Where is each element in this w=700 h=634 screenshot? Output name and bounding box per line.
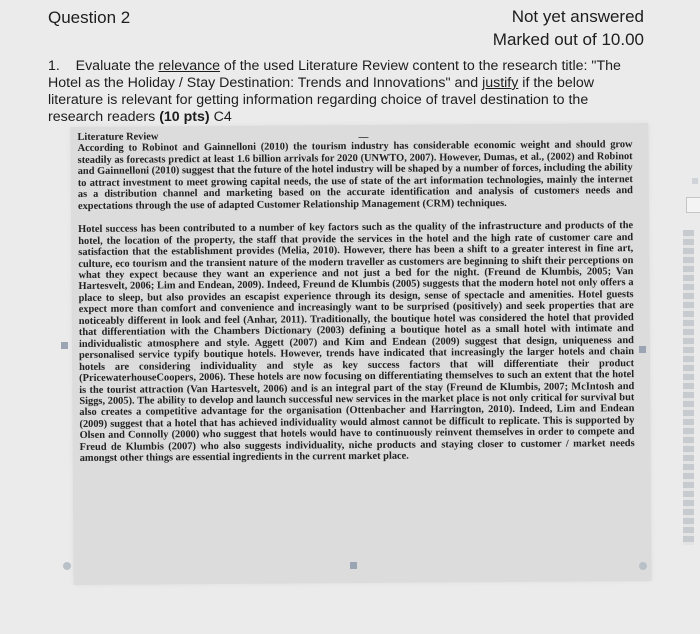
- literature-review-heading: Literature Review: [77, 131, 159, 143]
- image-corner-handle-left[interactable]: [63, 562, 71, 570]
- question-status-block: [493, 5, 644, 51]
- relevance-link[interactable]: relevance: [158, 58, 220, 74]
- literature-paragraph-1: According to Robinot and Gainnelloni (2010) the tourism industry has considerable economic weight and should grow steadily as forecasts predict at least 1.6 billion arrivals for 2020 (UNWTO, 2007). However, Dumas, et al., (2002) and Robinot and Gainnelloni (2010) suggest that the future of the hotel industry will be shaped by a number of forces, including the ability to attract investment to meet growing capital needs, the use of state of the art information technologies, mainly the internet as a distribution channel and marketing based on the accurate identification and analysis of customers needs and expectations through the use of adapted Customer Relationship Management (CRM) techniques.: [77, 139, 633, 212]
- points-label: (10 pts): [159, 109, 210, 125]
- prompt-text-2: of the used Literature Review content to the research title: "The Hotel as the Holiday / Stay Destination: Trends and Innovations" and: [48, 58, 621, 91]
- question-number: Question 2: [48, 8, 131, 27]
- course-code: C4: [209, 109, 232, 125]
- image-corner-handle-right[interactable]: [639, 562, 647, 570]
- edge-marker: [692, 178, 698, 184]
- image-resize-handle-right[interactable]: [639, 346, 646, 353]
- side-panel-tab[interactable]: [686, 197, 700, 213]
- literature-paragraph-2: Hotel success has been contributed to a number of key factors such as the quality of the infrastructure and products of the hotel, the location of the property, the staff that provide the services in the hotel and the high rate of customer care and satisfaction that the establishment provides (Melia, 2010). However, there has been a shift to a greater interest in fine art, culture, eco tourism and the transient nature of the modern traveller as customers are beginning to shift their perceptions on what they expect because they want an experience and not just a bed for the night. (Freund de Klumbis, 2005; Van Hartesvelt, 2006; Lim and Endean, 2009). Indeed, Freund de Klumbis (2005) suggests that the modern hotel not only offers a place to sleep, but also provides an escapist experience through its design, sense of spectacle and amenities. Hotel guests expect more than comfort and convenience and increasingly want to be surprised (positively) and seek properties that are noticeably different in look and feel (Anhar, 2011). Traditionally, the boutique hotel was considered the hotel that provided that differentiation with the Chambers Dictionary (2003) defining a boutique hotel as a small hotel with intimate and individualistic atmosphere and style. Aggett (2007) and Kim and Endean (2009) suggest that design, uniqueness and personalised service typify boutique hotels. However, trends have indicated that increasingly the larger hotels and chain hotels are considering individuality and style as key success factors that will differentiate their product (PricewaterhouseCoopers, 2006). These hotels are now focusing on differentiating themselves to such an extent that the hotel is the tourist attraction (Van Hartesvelt, 2006) and is an integral part of the stay (Freund de Klumbis, 2007; McIntosh and Siggs, 2005). The ability to develop and launch successful new services in the market place is not only critical for survival but also creates a competitive advantage for the organisation (Ottenbacher and Harrington, 2010). Indeed, Lim and Endean (2009) suggest that a hotel that has achieved individuality would almost cannot be difficult to replicate. This is supported by Olsen and Connolly (2000) who suggest that hotels would have to continuously reinvent themselves in order to compete and Freud de Klumbis (2007) who also suggests individuality, niche products and staying closer to customer / market needs amongst other things are essential ingredients in the current market place.: [78, 220, 635, 465]
- marks-label: Marked out of 10.00: [492, 30, 644, 49]
- justify-link[interactable]: justify: [482, 75, 519, 91]
- prompt-text-1: Evaluate the: [75, 58, 159, 74]
- image-resize-handle-left[interactable]: [61, 342, 68, 349]
- prompt-number: 1.: [48, 58, 60, 74]
- answer-status: Not yet answered: [511, 7, 644, 26]
- question-prompt: [48, 58, 638, 126]
- image-resize-handle-bottom[interactable]: [350, 562, 357, 569]
- prompt-text-3: if the below literature is relevant for getting information regarding choice of travel destination to the research readers: [48, 75, 595, 125]
- side-scroll-strip[interactable]: [683, 230, 694, 545]
- literature-review-image: [70, 123, 651, 585]
